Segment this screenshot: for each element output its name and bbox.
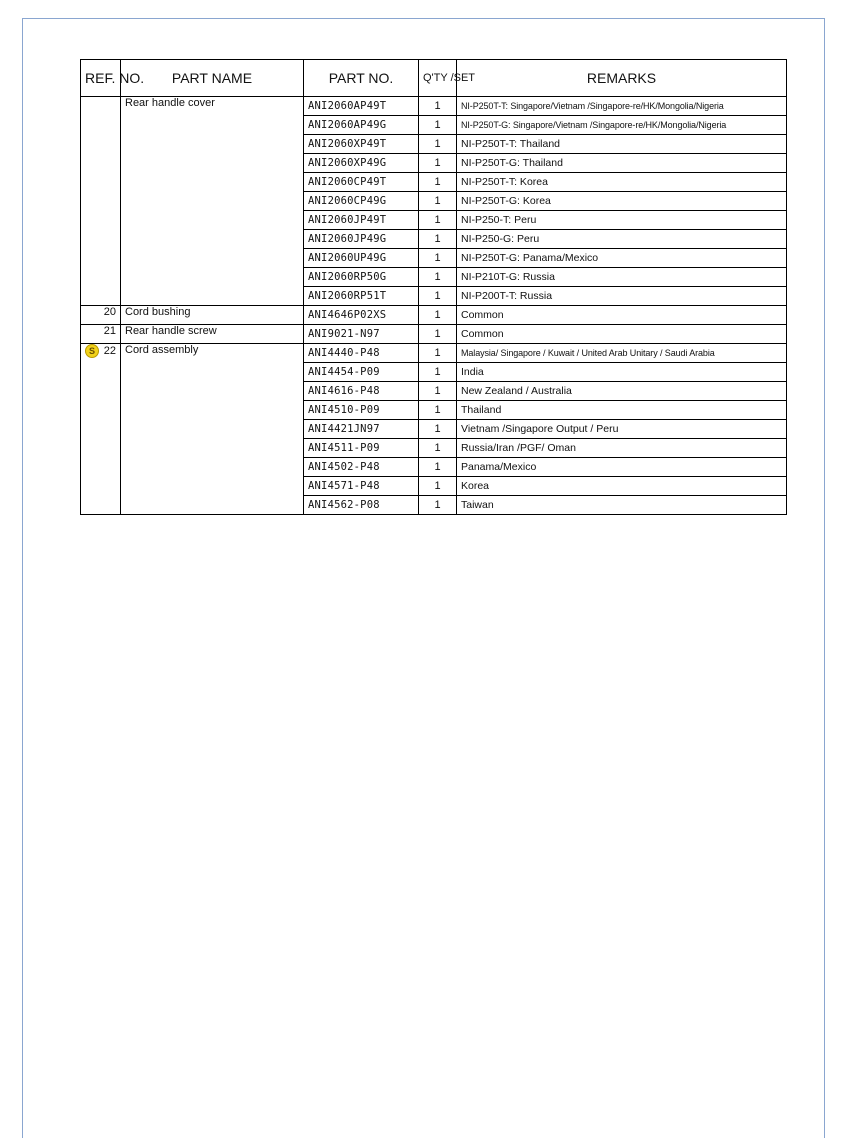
remarks-cell: Korea xyxy=(457,477,787,496)
remarks-cell: Panama/Mexico xyxy=(457,458,787,477)
qty-cell: 1 xyxy=(419,97,457,116)
ref-no-cell: 21 xyxy=(81,325,121,344)
part-no-cell: ANI9021-N97 xyxy=(304,325,419,344)
part-no-cell: ANI4562-P08 xyxy=(304,496,419,515)
part-no-cell: ANI4502-P48 xyxy=(304,458,419,477)
part-no-cell: ANI2060AP49G xyxy=(304,116,419,135)
part-no-cell: ANI2060XP49T xyxy=(304,135,419,154)
remarks-cell: NI-P250T-T: Singapore/Vietnam /Singapore-re/HK/Mongolia/Nigeria xyxy=(457,97,787,116)
ref-no-cell xyxy=(81,97,121,306)
header-part-no: PART NO. xyxy=(304,60,419,97)
part-no-cell: ANI2060XP49G xyxy=(304,154,419,173)
remarks-cell: NI-P250T-G: Panama/Mexico xyxy=(457,249,787,268)
qty-cell: 1 xyxy=(419,116,457,135)
remarks-cell: NI-P210T-G: Russia xyxy=(457,268,787,287)
remarks-cell: Malaysia/ Singapore / Kuwait / United Arab Unitary / Saudi Arabia xyxy=(457,344,787,363)
part-no-cell: ANI4511-P09 xyxy=(304,439,419,458)
table-row xyxy=(81,97,787,116)
table-row xyxy=(81,325,787,344)
qty-cell: 1 xyxy=(419,230,457,249)
header-part-name: PART NAME xyxy=(121,60,304,97)
qty-cell: 1 xyxy=(419,325,457,344)
safety-mark-icon: S xyxy=(85,344,99,358)
qty-cell: 1 xyxy=(419,173,457,192)
qty-cell: 1 xyxy=(419,458,457,477)
table-row xyxy=(81,344,787,363)
part-no-cell: ANI4454-P09 xyxy=(304,363,419,382)
remarks-cell: NI-P250T-G: Singapore/Vietnam /Singapore-re/HK/Mongolia/Nigeria xyxy=(457,116,787,135)
qty-cell: 1 xyxy=(419,420,457,439)
part-no-cell: ANI4616-P48 xyxy=(304,382,419,401)
table-header-row xyxy=(81,60,787,97)
qty-cell: 1 xyxy=(419,268,457,287)
part-name-cell: Rear handle screw xyxy=(121,325,304,344)
remarks-cell: New Zealand / Australia xyxy=(457,382,787,401)
remarks-cell: NI-P200T-T: Russia xyxy=(457,287,787,306)
remarks-cell: NI-P250T-G: Thailand xyxy=(457,154,787,173)
remarks-cell: NI-P250T-G: Korea xyxy=(457,192,787,211)
ref-no-cell xyxy=(81,344,121,515)
part-no-cell: ANI2060RP51T xyxy=(304,287,419,306)
qty-cell: 1 xyxy=(419,401,457,420)
part-name-cell: Cord assembly xyxy=(121,344,304,515)
part-no-cell: ANI4440-P48 xyxy=(304,344,419,363)
part-no-cell: ANI4571-P48 xyxy=(304,477,419,496)
remarks-cell: NI-P250-T: Peru xyxy=(457,211,787,230)
header-ref-no: REF. NO. xyxy=(81,60,121,97)
remarks-cell: Common xyxy=(457,306,787,325)
remarks-cell: Taiwan xyxy=(457,496,787,515)
parts-table xyxy=(80,59,787,515)
qty-cell: 1 xyxy=(419,211,457,230)
remarks-cell: India xyxy=(457,363,787,382)
qty-cell: 1 xyxy=(419,287,457,306)
qty-cell: 1 xyxy=(419,496,457,515)
qty-cell: 1 xyxy=(419,249,457,268)
qty-cell: 1 xyxy=(419,192,457,211)
header-qty: Q'TY /SET xyxy=(419,60,457,97)
remarks-cell: Russia/Iran /PGF/ Oman xyxy=(457,439,787,458)
part-no-cell: ANI2060CP49G xyxy=(304,192,419,211)
remarks-cell: Vietnam /Singapore Output / Peru xyxy=(457,420,787,439)
qty-cell: 1 xyxy=(419,344,457,363)
part-no-cell: ANI2060UP49G xyxy=(304,249,419,268)
qty-cell: 1 xyxy=(419,439,457,458)
remarks-cell: NI-P250-G: Peru xyxy=(457,230,787,249)
part-no-cell: ANI2060JP49T xyxy=(304,211,419,230)
ref-no-cell: 20 xyxy=(81,306,121,325)
ref-no-value: 22 xyxy=(103,345,116,357)
qty-cell: 1 xyxy=(419,477,457,496)
part-no-cell: ANI2060JP49G xyxy=(304,230,419,249)
remarks-cell: Thailand xyxy=(457,401,787,420)
qty-cell: 1 xyxy=(419,363,457,382)
remarks-cell: NI-P250T-T: Korea xyxy=(457,173,787,192)
part-no-cell: ANI4421JN97 xyxy=(304,420,419,439)
header-remarks: REMARKS xyxy=(457,60,787,97)
part-no-cell: ANI4646P02XS xyxy=(304,306,419,325)
part-no-cell: ANI2060AP49T xyxy=(304,97,419,116)
part-no-cell: ANI2060CP49T xyxy=(304,173,419,192)
part-name-cell: Cord bushing xyxy=(121,306,304,325)
part-no-cell: ANI4510-P09 xyxy=(304,401,419,420)
qty-cell: 1 xyxy=(419,382,457,401)
parts-body xyxy=(81,97,787,515)
qty-cell: 1 xyxy=(419,135,457,154)
remarks-cell: NI-P250T-T: Thailand xyxy=(457,135,787,154)
table-row xyxy=(81,306,787,325)
qty-cell: 1 xyxy=(419,306,457,325)
remarks-cell: Common xyxy=(457,325,787,344)
part-no-cell: ANI2060RP50G xyxy=(304,268,419,287)
qty-cell: 1 xyxy=(419,154,457,173)
part-name-cell: Rear handle cover xyxy=(121,97,304,306)
